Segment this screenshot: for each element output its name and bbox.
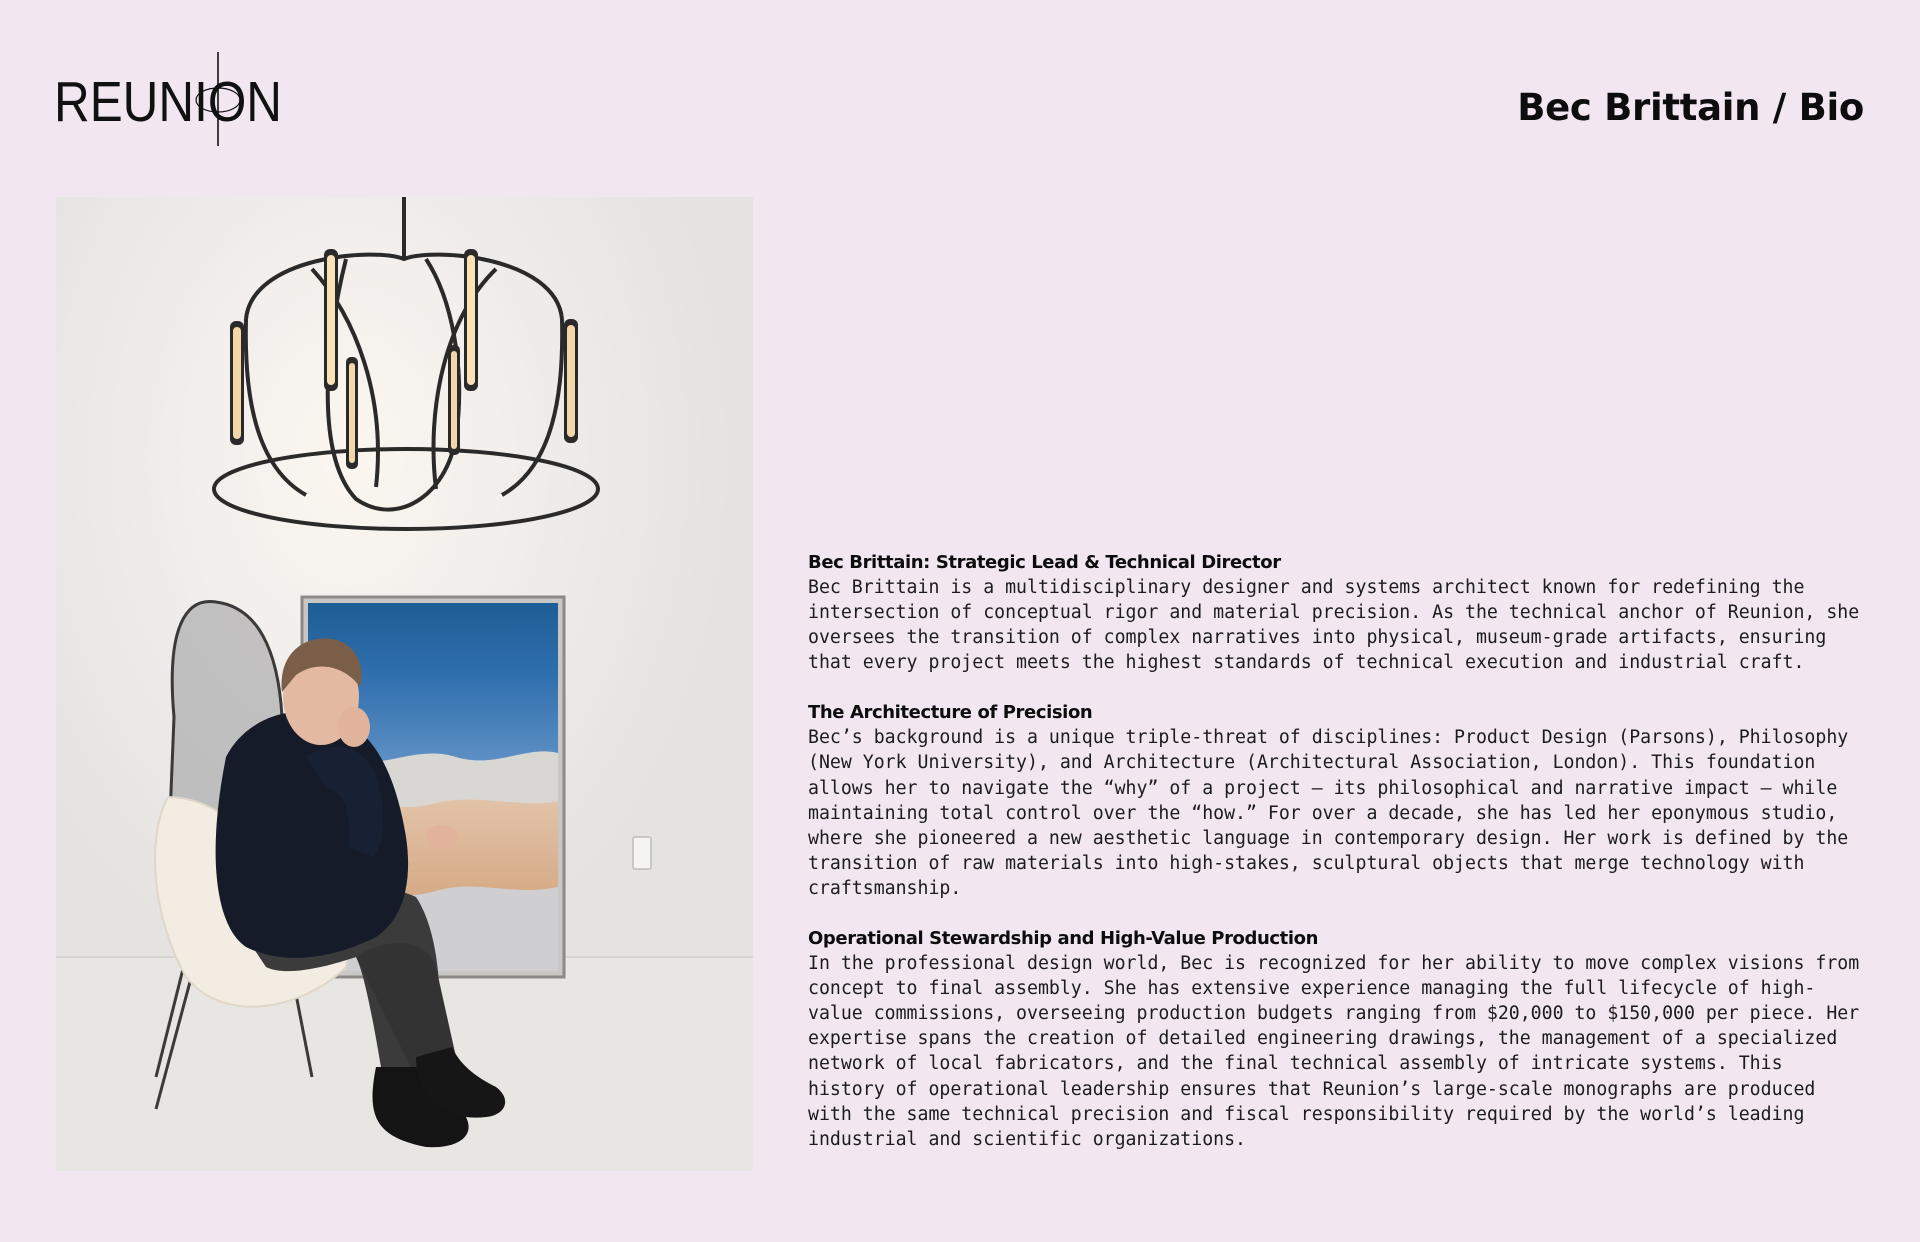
bio-section-stewardship: [808, 926, 1868, 1152]
portrait-photo: [56, 197, 753, 1171]
section-heading: The Architecture of Precision: [808, 702, 1093, 724]
bio-section-role: [808, 550, 1868, 675]
section-body: Bec Brittain is a multidisciplinary designer and systems architect known for redefining the intersection of conceptual rigor and material precision. As the technical anchor of Reunion, she oversees the transition of complex narratives into physical, museum-grade artifacts, ensuring that every project meets the highest standards of technical execution and industrial craft.: [808, 577, 1860, 674]
section-heading: Operational Stewardship and High-Value Production: [808, 928, 1319, 950]
section-body: Bec’s background is a unique triple-threat of disciplines: Product Design (Parsons), Philosophy (New York University), and Architecture (Architectural Association, London). This foundation allows her to navigate the “why” of a project — its philosophical and narrative impact — while maintaining total control over the “how.” For over a decade, she has led her eponymous studio, where she pioneered a new aesthetic language in contemporary design. Her work is defined by the transition of raw materials into high-stakes, sculptural objects that merge technology with craftsmanship.: [808, 727, 1849, 899]
section-body: In the professional design world, Bec is recognized for her ability to move complex visions from concept to final assembly. She has extensive experience managing the full lifecycle of high-value commissions, overseeing production budgets ranging from $20,000 to $150,000 per piece. Her expertise spans the creation of detailed engineering drawings, the management of a specialized network of local fabricators, and the final technical assembly of intricate systems. This history of operational leadership ensures that Reunion’s large-scale monographs are produced with the same technical precision and fiscal responsibility required by the world’s leading industrial and scientific organizations.: [808, 953, 1860, 1150]
page-title: Bec Brittain / Bio: [1517, 86, 1864, 129]
section-heading: Bec Brittain: Strategic Lead & Technical Director: [808, 552, 1281, 573]
reunion-logo-text: REUNION: [54, 70, 282, 134]
reunion-logo: [54, 50, 284, 150]
bio-content: [808, 550, 1868, 1177]
bio-section-precision: [808, 700, 1868, 901]
